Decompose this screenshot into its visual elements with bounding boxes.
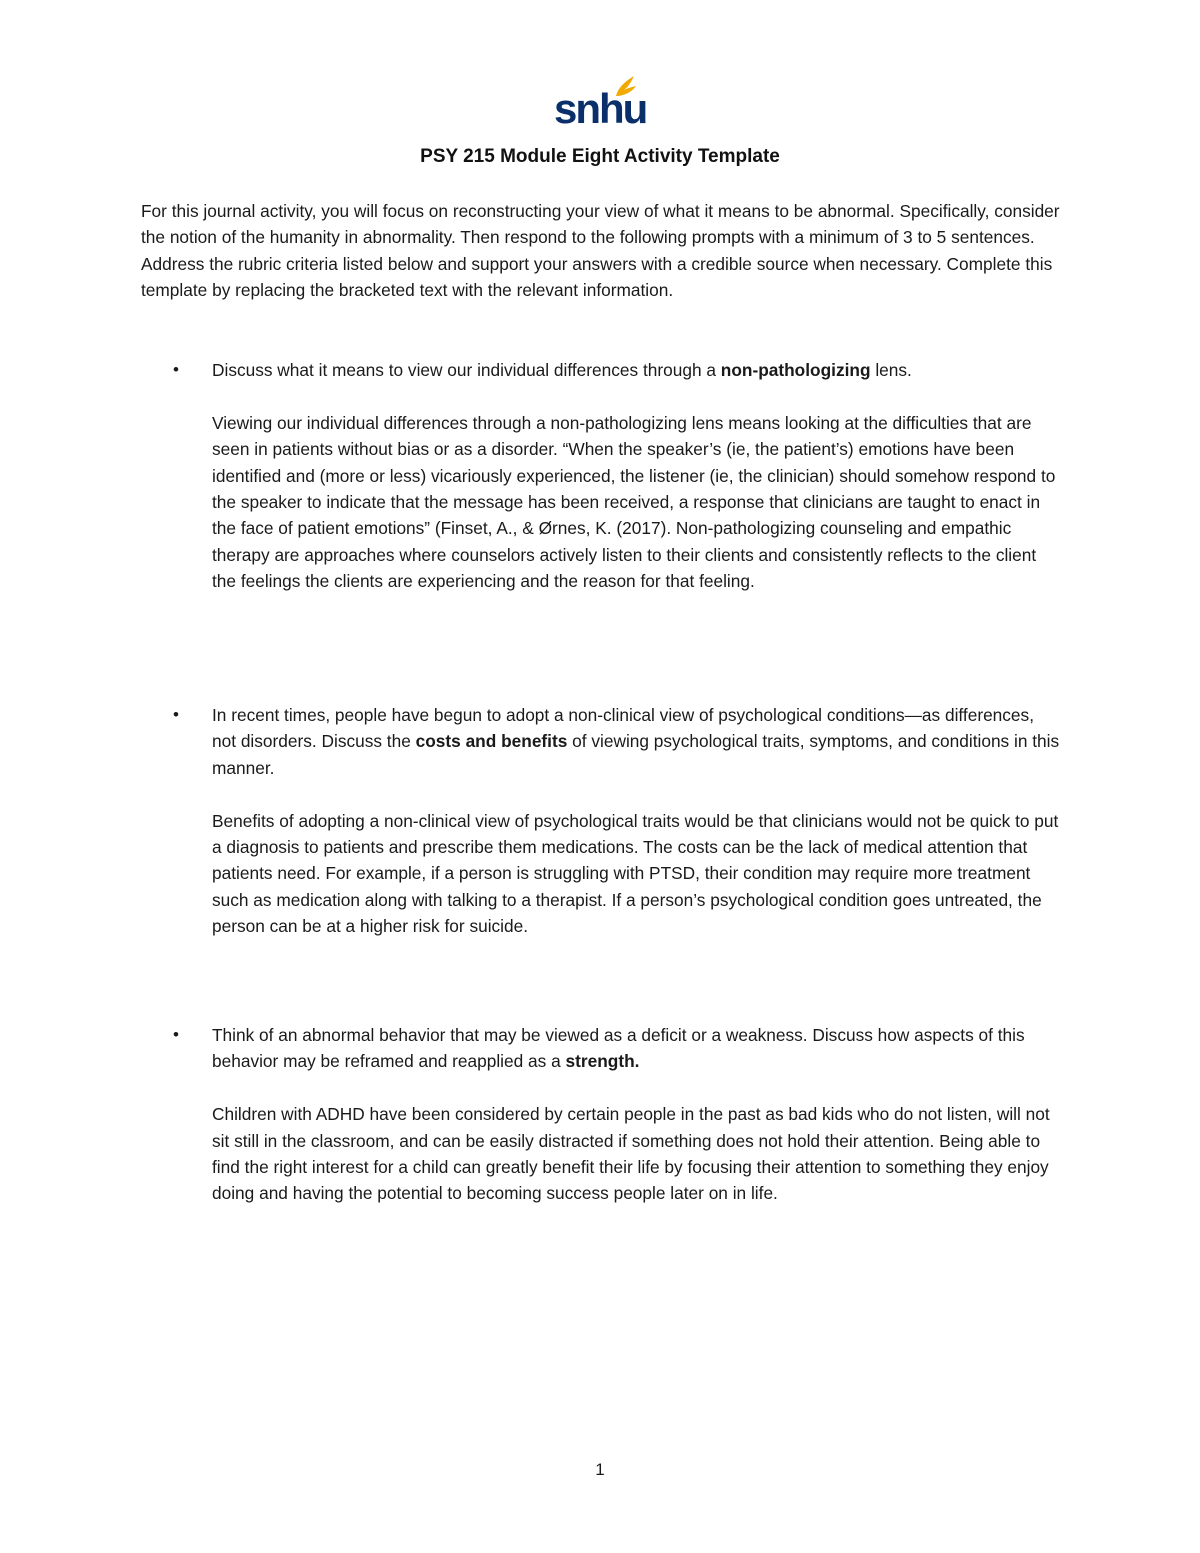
answer-text: Viewing our individual differences through a non-pathologizing lens means looking at the difficulties that are seen in patients without bias or as a disorder. “When the speaker’s (ie, the patient’s) emotions have been identified and (more or less) vicariously experienced, the listener (ie, the clinician) should somehow respond to the speaker to indicate that the message has been received, a response that clinicians are taught to enact in the face of patient emotions” (Finset, A., & Ørnes, K. (2017). Non-pathologizing counseling and empathic therapy are approaches where counselors actively listen to their clients and consistently reflects to the client the feelings the clients are experiencing and the reason for that feeling. — [212, 412, 1056, 592]
prompt-text: Discuss what it means to view our individual differences through a non-pathologizing lens. — [212, 360, 912, 380]
bullet-icon: • — [173, 1025, 179, 1044]
logo-wordmark: snhu — [554, 85, 647, 132]
prompt-item-3 — [141, 1022, 1061, 1207]
intro-paragraph: For this journal activity, you will focus on reconstructing your view of what it means to be abnormal. Specifically, consider the notion of the humanity in abnormality. Then respond to the following prompts with a minimum of 3 to 5 sentences. Address the rubric criteria listed below and support your answers with a credible source when necessary. Complete this template by replacing the bracketed text with the relevant information. — [141, 201, 1060, 301]
answer-text: Children with ADHD have been considered by certain people in the past as bad kids who do not listen, will not sit still in the classroom, and can be easily distracted if something does not hold their attention. Being able to find the right interest for a child can greatly benefit their life by focusing their attention to something they enjoy doing and having the potential to becoming success people later on in life. — [212, 1104, 1050, 1204]
page-number: 1 — [595, 1460, 605, 1479]
snhu-logo — [554, 74, 647, 132]
prompt-text: Think of an abnormal behavior that may be viewed as a deficit or a weakness. Discuss how aspects of this behavior may be reframed and reapplied as a strength. — [212, 1025, 1025, 1072]
prompt-emphasis: costs and benefits — [415, 731, 568, 752]
answer-text: Benefits of adopting a non-clinical view of psychological traits would be that clinicians would not be quick to put a diagnosis to patients and prescribe them medications. The costs can be the lack of medical attention that patients need. For example, if a person is struggling with PTSD, their condition may require more treatment such as medication along with talking to a therapist. If a person’s psychological condition goes untreated, the person can be at a higher risk for suicide. — [212, 810, 1059, 937]
bullet-icon: • — [173, 705, 179, 724]
prompt-item-1 — [141, 357, 1061, 595]
prompt-emphasis: non-pathologizing — [720, 360, 871, 380]
document-title: PSY 215 Module Eight Activity Template — [420, 146, 780, 167]
prompt-emphasis: strength. — [565, 1051, 640, 1072]
prompt-text: In recent times, people have begun to adopt a non-clinical view of psychological conditions—as differences, not disorders. Discuss the costs and benefits of viewing psychological traits, symptoms, and conditions in this manner. — [212, 705, 1060, 778]
prompt-item-2 — [141, 702, 1061, 940]
bullet-icon: • — [173, 360, 179, 379]
